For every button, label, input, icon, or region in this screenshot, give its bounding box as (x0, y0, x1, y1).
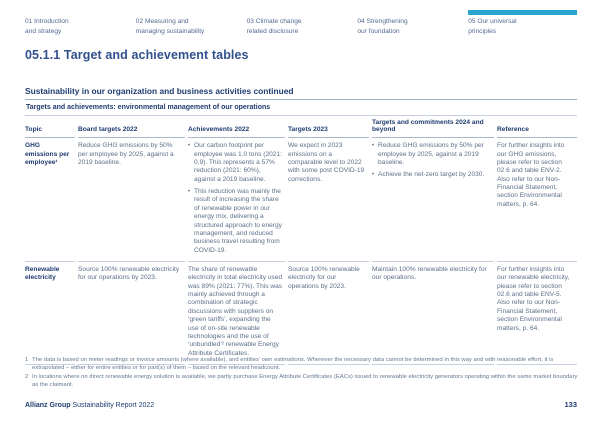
nav-item-3[interactable] (247, 10, 356, 37)
table-row-ghg-emissions-per-employee (25, 138, 577, 262)
cell-renewable-electricity-achievements-2022 (188, 262, 285, 365)
page-title: 05.1.1 Target and achievement tables (25, 48, 249, 62)
cell-text: For further insights into our renewable electricity, please refer to section 02.6 and table ENV-5. Also refer to our Non-Financial Statement, section Environmental matters, p. 64. (497, 265, 570, 332)
top-nav (25, 10, 577, 37)
cell-text: GHG emissions per employee¹ (25, 142, 70, 167)
cell-text: Reduce GHG emissions by 50% per employee by 2025, against a 2019 baseline. (78, 142, 174, 167)
nav-item-label: 03 Climate change (246, 18, 302, 25)
footnote-text: In locations where no direct renewable energy solution is available, we partly purchase Energy Attribute Certificates (EACs) issued to renewable electricity generators operating within the same market boundary as the claimant. (32, 374, 578, 389)
nav-item-label: our foundation (357, 27, 400, 35)
nav-item-label: managing sustainability (135, 27, 205, 35)
cell-text: • This reduction was mainly the result of increasing the share of renewable power in our energy mix, delivering a structured approach to energy management, and reduced business travel resulting from COVID-19. (188, 188, 282, 254)
cell-text: • Reduce GHG emissions by 50% per employee by 2025, against a 2019 baseline. (372, 142, 484, 167)
table-row-renewable-electricity (25, 262, 577, 365)
footnote-number: 1 (25, 357, 29, 363)
cell-ghg-emissions-per-employee-board-targets-2022 (78, 138, 185, 262)
nav-item-label: 01 Introduction (25, 18, 69, 25)
nav-item-label: related disclosure (246, 27, 299, 35)
footnote-1 (25, 356, 581, 372)
cell-ghg-emissions-per-employee-targets-2024-and-beyond (372, 138, 494, 262)
active-section-indicator (468, 10, 577, 15)
bullet-icon: • (188, 189, 191, 196)
page-number: 133 (564, 400, 577, 409)
nav-item-1[interactable] (25, 10, 134, 37)
cell-text: Renewable electricity (25, 265, 60, 282)
nav-item-4[interactable] (357, 10, 466, 37)
cell-renewable-electricity-reference (497, 262, 577, 365)
column-header-achievements-2022: Achievements 2022 (188, 116, 285, 139)
footer-report-name: Sustainability Report 2022 (72, 402, 155, 409)
table-section (25, 86, 577, 365)
cell-text: The share of renewable electricity in total electricity used was 89% (2021: 77%). This was mainly achieved through a combination of strategic discussions with suppliers on ‘green tariffs’, expanding the use of on-site renewable technologies and the use of ‘unbundled’² renewable Energy Attribute Certificates. (188, 265, 283, 357)
nav-item-5[interactable] (468, 10, 577, 37)
cell-ghg-emissions-per-employee-reference (497, 138, 577, 262)
cell-renewable-electricity-board-targets-2022 (78, 262, 185, 365)
nav-item-label: 05 Our universal (468, 18, 517, 25)
cell-text: Source 100% renewable electricity for our operations by 2023. (78, 265, 180, 282)
cell-ghg-emissions-per-employee-achievements-2022 (188, 138, 285, 262)
bullet-icon: • (188, 143, 191, 150)
nav-item-label: and strategy (25, 27, 62, 35)
cell-text: • Achieve the net-zero target by 2030. (372, 171, 485, 179)
nav-item-label: 04 Strengthening (357, 18, 408, 25)
cell-ghg-emissions-per-employee-topic (25, 138, 75, 262)
nav-item-label: principles (468, 27, 497, 35)
cell-text: We expect in 2023 emissions on a comparable level to 2022 with some post COVID-19 corrections. (288, 142, 365, 183)
column-header-targets-2024-and-beyond: Targets and commitments 2024 and beyond (372, 116, 494, 139)
cell-text: For further insights into our GHG emissions, please refer to section 02.6 and table ENV-2. Also refer to our Non-Financial Statement, section Environmental matters, p. 64. (497, 142, 565, 208)
column-header-reference: Reference (497, 116, 577, 139)
nav-item-label: 02 Measuring and (135, 18, 189, 25)
column-header-board-targets-2022: Board targets 2022 (78, 116, 185, 139)
cell-renewable-electricity-targets-2023 (288, 262, 369, 365)
footer-report-title (25, 402, 154, 409)
footnote-number: 2 (25, 374, 29, 381)
cell-renewable-electricity-topic (25, 262, 75, 365)
footnote-2 (25, 373, 581, 389)
footnote-text: The data is based on meter readings or invoice amounts (where available), and entities’ own estimations. Wherever the necessary data cannot be determined in this way and with reasonable effort, it is extrapolated – either for entire entities or for part(s) of them – based on the relevant headcount. (32, 357, 554, 372)
footer-brand: Allianz Group (25, 402, 71, 409)
table-header-row (25, 116, 577, 139)
cell-text: • Our carbon footprint per employee was 1.0 tons (2021: 0.9). This represents a 57% reduction (2021: 60%), against a 2019 baseline. (188, 142, 282, 183)
table-title: Targets and achievements: environmental management of our operations (25, 100, 577, 116)
column-header-targets-2023: Targets 2023 (288, 116, 369, 139)
bullet-icon: • (372, 143, 375, 150)
footnotes (25, 356, 581, 390)
bullet-icon: • (372, 172, 375, 179)
column-header-topic: Topic (25, 116, 75, 139)
section-header: Sustainability in our organization and business activities continued (25, 86, 577, 100)
cell-text: Maintain 100% renewable electricity for our operations. (372, 265, 487, 282)
cell-renewable-electricity-targets-2024-and-beyond (372, 262, 494, 365)
cell-text: Source 100% renewable electricity for our operations by 2023. (288, 265, 360, 290)
cell-ghg-emissions-per-employee-targets-2023 (288, 138, 369, 262)
nav-item-2[interactable] (136, 10, 245, 37)
targets-achievements-table (25, 116, 577, 365)
page-footer (25, 400, 577, 409)
